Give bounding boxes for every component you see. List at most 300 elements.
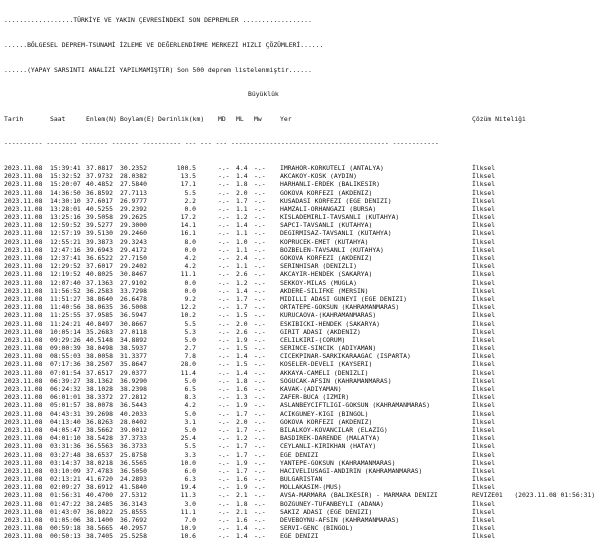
cell-mw: -.- [254,180,266,189]
cell-depth: 14.1 [180,221,196,230]
cell-lat: 36.5563 [86,442,113,451]
cell-location: EGE DENIZI [280,450,319,459]
cell-lon: 24.2893 [120,475,147,484]
cell-lat: 38.3372 [86,393,113,402]
cell-solution: İlksel [472,442,496,451]
cell-lon: 27.7150 [120,254,147,263]
cell-date: 2023.11.08 [4,237,43,246]
cell-md: -.- [218,393,230,402]
cell-location: SAPCI-TAVSANLI (KUTAHYA) [280,221,373,230]
cell-solution: İlksel [472,368,496,377]
cell-time: 12:29:52 [50,262,81,271]
col-header-time: Saat [50,114,66,123]
cell-lat: 38.1362 [86,376,113,385]
cell-lon: 35.8647 [120,360,147,369]
cell-depth: 10.2 [180,311,196,320]
cell-mw: -.- [254,516,266,525]
earthquake-row [0,410,600,418]
cell-mw: -.- [254,483,266,492]
cell-lon: 29.3000 [120,221,147,230]
cell-time: 01:43:07 [50,507,81,516]
cell-date: 2023.11.08 [4,270,43,279]
cell-depth: 0.0 [184,204,196,213]
cell-time: 02:09:27 [50,483,81,492]
cell-lon: 29.2460 [120,229,147,238]
cell-time: 11:25:55 [50,311,81,320]
cell-time: 12:57:19 [50,229,81,238]
earthquake-row [0,524,600,532]
cell-depth: 8.3 [184,393,196,402]
earthquake-row [0,500,600,508]
cell-md: -.- [218,237,230,246]
cell-date: 2023.11.08 [4,368,43,377]
cell-mw: -.- [254,352,266,361]
cell-date: 2023.11.08 [4,196,43,205]
cell-time: 09:00:39 [50,344,81,353]
earthquake-row [0,483,600,491]
cell-depth: 5.0 [184,425,196,434]
cell-date: 2023.11.08 [4,294,43,303]
cell-depth: 28.0 [180,360,196,369]
cell-mw: -.- [254,196,266,205]
cell-solution: İlksel [472,204,496,213]
cell-lat: 37.9732 [86,172,113,181]
cell-location: GIRIT ADASI (AKDENIZ) [280,327,361,336]
cell-date: 2023.11.08 [4,376,43,385]
cell-depth: 5.0 [184,335,196,344]
cell-depth: 6.0 [184,466,196,475]
cell-location: CICEKPINAR-SARKIKARAAGAC (ISPARTA) [280,352,411,361]
cell-md: -.- [218,352,230,361]
earthquake-row [0,459,600,467]
cell-mw: -.- [254,311,266,320]
cell-time: 01:05:06 [50,516,81,525]
cell-date: 2023.11.08 [4,229,43,238]
cell-lat: 40.8025 [86,270,113,279]
cell-lat: 39.2698 [86,409,113,418]
cell-location: KOSELER-DEVELI (KAYSERI) [280,360,373,369]
cell-date: 2023.11.08 [4,213,43,222]
cell-depth: 11.4 [180,368,196,377]
earthquake-row [0,491,600,499]
earthquake-row [0,311,600,319]
cell-mw: -.- [254,286,266,295]
cell-time: 11:51:27 [50,294,81,303]
cell-ml: 2.4 [236,254,248,263]
cell-ml: 1.7 [236,196,248,205]
cell-ml: 1.6 [236,516,248,525]
cell-location: KUSADASI KORFEZI (EGE DENIZI) [280,196,392,205]
cell-lat: 38.6912 [86,483,113,492]
cell-location: HACIVELIUSAGI-ANDIRIN (KAHRAMANMARAS) [280,466,423,475]
cell-location: AKCAKOY-KOSK (AYDIN) [280,172,357,181]
cell-date: 2023.11.08 [4,401,43,410]
cell-ml: 2.0 [236,319,248,328]
cell-md: -.- [218,294,230,303]
cell-md: -.- [218,319,230,328]
cell-lat: 39.5058 [86,213,113,222]
cell-location: KISLADEMIRLI-TAVSANLI (KUTAHYA) [280,213,400,222]
earthquake-row [0,385,600,393]
cell-solution: İlksel [472,417,496,426]
cell-time: 03:14:37 [50,458,81,467]
cell-lat: 38.5428 [86,434,113,443]
cell-mw: -.- [254,294,266,303]
earthquake-row [0,164,600,172]
cell-mw: -.- [254,376,266,385]
earthquake-row [0,369,600,377]
earthquake-row [0,303,600,311]
cell-location: MOLLAKASIM-(MUS) [280,483,342,492]
cell-time: 11:24:21 [50,319,81,328]
cell-md: -.- [218,229,230,238]
cell-lon: 30.8467 [120,270,147,279]
cell-lon: 36.5443 [120,401,147,410]
earthquake-row [0,279,600,287]
cell-solution: İlksel [472,254,496,263]
cell-lon: 38.5937 [120,344,147,353]
cell-mw: -.- [254,524,266,533]
cell-solution: İlksel [472,425,496,434]
cell-time: 00:59:18 [50,524,81,533]
cell-lat: 40.5148 [86,335,113,344]
earthquake-row [0,246,600,254]
cell-lat: 38.0498 [86,344,113,353]
cell-solution: İlksel [472,327,496,336]
cell-md: -.- [218,278,230,287]
cell-time: 12:37:41 [50,254,81,263]
cell-depth: 25.4 [180,434,196,443]
cell-md: -.- [218,475,230,484]
cell-time: 03:10:09 [50,466,81,475]
cell-ml: 2.0 [236,188,248,197]
cell-lat: 40.4852 [86,180,113,189]
cell-location: GOKOVA KORFEZI (AKDENIZ) [280,188,373,197]
cell-location: KURUCAOVA-(KAHRAMANMARAS) [280,311,377,320]
cell-depth: 7.0 [184,516,196,525]
cell-location: HAMZALI-ORHANGAZI (BURSA) [280,204,377,213]
earthquake-row [0,451,600,459]
cell-ml: 1.7 [236,450,248,459]
cell-location: IMRAHOR-KORKUTELI (ANTALYA) [280,163,384,172]
cell-md: -.- [218,188,230,197]
cell-ml: 1.7 [236,425,248,434]
cell-location: HARHANLI-ERDEK (BALIKESIR) [280,180,381,189]
cell-time: 13:28:01 [50,204,81,213]
cell-solution: İlksel [472,352,496,361]
cell-md: -.- [218,368,230,377]
cell-date: 2023.11.08 [4,303,43,312]
cell-depth: 0.0 [184,245,196,254]
cell-lat: 38.8640 [86,294,113,303]
cell-ml: 1.1 [236,262,248,271]
cell-ml: 1.7 [236,303,248,312]
cell-location: GOKOVA KORFEZI (AKDENIZ) [280,254,373,263]
cell-date: 2023.11.08 [4,450,43,459]
cell-mw: -.- [254,254,266,263]
cell-solution: İlksel [472,270,496,279]
cell-depth: 5.5 [184,188,196,197]
cell-md: -.- [218,213,230,222]
cell-ml: 1.5 [236,344,248,353]
cell-ml: 1.4 [236,221,248,230]
cell-ml: 1.7 [236,294,248,303]
cell-md: -.- [218,499,230,508]
cell-lat: 35.2683 [86,327,113,336]
cell-ml: 2.6 [236,270,248,279]
cell-lat: 38.0058 [86,352,113,361]
cell-md: -.- [218,303,230,312]
cell-depth: 16.1 [180,229,196,238]
cell-date: 2023.11.08 [4,360,43,369]
cell-depth: 4.2 [184,401,196,410]
cell-lat: 36.8592 [86,188,113,197]
magnitude-header-line [0,90,600,98]
cell-ml: 1.0 [236,237,248,246]
cell-date: 2023.11.08 [4,319,43,328]
cell-lon: 29.0377 [120,368,147,377]
cell-mw: -.- [254,270,266,279]
cell-md: -.- [218,172,230,181]
cell-date: 2023.11.08 [4,524,43,533]
cell-md: -.- [218,245,230,254]
cell-time: 12:59:52 [50,221,81,230]
cell-location: CELILKIRI-(CORUM) [280,335,346,344]
cell-lat: 38.2507 [86,360,113,369]
cell-location: BULGARISTAN [280,475,323,484]
cell-solution: İlksel [472,237,496,246]
cell-mw: -.- [254,450,266,459]
cell-location: KAVAK-(ADIYAMAN) [280,385,342,394]
cell-lon: 29.2402 [120,262,147,271]
cell-solution: İlksel [472,385,496,394]
header-line-1 [0,16,600,24]
cell-md: -.- [218,507,230,516]
cell-solution: İlksel [472,180,496,189]
cell-ml: 1.6 [236,475,248,484]
cell-date: 2023.11.08 [4,163,43,172]
cell-solution: İlksel [472,516,496,525]
cell-date: 2023.11.08 [4,532,43,541]
cell-solution: İlksel [472,344,496,353]
earthquake-row [0,442,600,450]
cell-lat: 37.9585 [86,311,113,320]
cell-lat: 37.0817 [86,163,113,172]
cell-md: -.- [218,262,230,271]
cell-location: SAKIZ ADASI (EGE DENIZI) [280,507,373,516]
cell-depth: 5.0 [184,409,196,418]
cell-solution: İlksel [472,188,496,197]
cell-solution: İlksel [472,483,496,492]
cell-date: 2023.11.08 [4,458,43,467]
cell-lon: 26.6478 [120,294,147,303]
col-header-lat: Enlem(N) [86,114,117,123]
cell-time: 03:31:36 [50,442,81,451]
cell-mw: -.- [254,401,266,410]
earthquake-row [0,180,600,188]
cell-date: 2023.11.08 [4,425,43,434]
cell-solution: İlksel [472,163,496,172]
cell-ml: 1.9 [236,458,248,467]
cell-location: ORTATEPE-GOKSUN (KAHRAMANMARAS) [280,303,400,312]
cell-solution: İlksel [472,360,496,369]
cell-location: MIDILLI ADASI GUNEYI (EGE DENIZI) [280,294,407,303]
cell-lat: 38.0218 [86,458,113,467]
cell-date: 2023.11.08 [4,311,43,320]
cell-date: 2023.11.08 [4,499,43,508]
cell-ml: 1.1 [236,204,248,213]
cell-date: 2023.11.08 [4,475,43,484]
cell-mw: -.- [254,368,266,377]
cell-depth: 3.1 [184,417,196,426]
cell-lon: 29.2392 [120,204,147,213]
cell-md: -.- [218,524,230,533]
cell-depth: 10.6 [180,532,196,541]
cell-date: 2023.11.08 [4,188,43,197]
cell-time: 15:39:41 [50,163,81,172]
cell-time: 13:25:16 [50,213,81,222]
cell-ml: 1.1 [236,229,248,238]
cell-location: ASLANBEYCIFTLIGI-GOKSUN (KAHRAMANMARAS) [280,401,431,410]
cell-location: YANTEPE-GOKSUN (KAHRAMANMARAS) [280,458,396,467]
cell-lon: 29.4172 [120,245,147,254]
cell-mw: -.- [254,393,266,402]
cell-lon: 36.5565 [120,458,147,467]
cell-solution: İlksel [472,221,496,230]
cell-solution: İlksel [472,401,496,410]
cell-date: 2023.11.08 [4,221,43,230]
cell-lon: 33.7298 [120,286,147,295]
cell-md: -.- [218,516,230,525]
cell-lat: 40.4700 [86,491,113,500]
cell-ml: 1.7 [236,466,248,475]
cell-depth: 11.3 [180,491,196,500]
cell-md: -.- [218,196,230,205]
earthquake-row [0,516,600,524]
cell-md: -.- [218,254,230,263]
cell-lon: 25.8555 [120,507,147,516]
col-header-lon: Boylam(E) [120,114,155,123]
earthquake-row [0,532,600,540]
earthquake-row [0,377,600,385]
cell-depth: 8.0 [184,237,196,246]
cell-location: BILALKOY-KOVANCILAR (ELAZIG) [280,425,388,434]
cell-location: ESKIBICKI-HENDEK (SAKARYA) [280,319,381,328]
cell-mw: -.- [254,163,266,172]
cell-lon: 36.3733 [120,442,147,451]
cell-depth: 0.0 [184,278,196,287]
cell-date: 2023.11.08 [4,393,43,402]
cell-date: 2023.11.08 [4,466,43,475]
earthquake-row [0,344,600,352]
cell-solution: İlksel [472,466,496,475]
cell-ml: 1.8 [236,376,248,385]
cell-date: 2023.11.08 [4,180,43,189]
cell-lat: 38.6537 [86,450,113,459]
cell-md: -.- [218,425,230,434]
cell-depth: 6.5 [184,385,196,394]
cell-ml: 2.0 [236,417,248,426]
cell-ml: 1.4 [236,524,248,533]
cell-location: AKCAYIR-HENDEK (SAKARYA) [280,270,373,279]
cell-lon: 36.3143 [120,499,147,508]
cell-date: 2023.11.08 [4,483,43,492]
subtitle-line: ......BÖLGESEL DEPREM-TSUNAMİ İZLEME VE DEĞERLENDİRME MERKEZİ HIZLI ÇÖZÜMLERİ...... [4,41,324,49]
cell-lat: 40.5255 [86,204,113,213]
earthquake-row [0,172,600,180]
cell-md: -.- [218,163,230,172]
cell-md: -.- [218,376,230,385]
earthquake-row [0,320,600,328]
cell-lat: 39.5277 [86,221,113,230]
cell-lon: 36.5050 [120,466,147,475]
cell-mw: -.- [254,262,266,271]
cell-time: 12:07:40 [50,278,81,287]
earthquake-row [0,418,600,426]
earthquake-row [0,238,600,246]
cell-solution: İlksel [472,213,496,222]
cell-lon: 28.0402 [120,417,147,426]
cell-mw: -.- [254,319,266,328]
cell-solution: İlksel [472,507,496,516]
cell-mw: -.- [254,442,266,451]
cell-time: 04:43:31 [50,409,81,418]
cell-date: 2023.11.08 [4,507,43,516]
cell-solution: İlksel [472,245,496,254]
cell-depth: 5.0 [184,376,196,385]
buyukluk-label: Büyüklük [248,90,279,99]
cell-md: -.- [218,450,230,459]
cell-md: -.- [218,417,230,426]
cell-lon: 30.2352 [120,163,147,172]
cell-time: 14:36:50 [50,188,81,197]
cell-lat: 36.8263 [86,417,113,426]
cell-location: BASDIREK-DARENDE (MALATYA) [280,434,381,443]
cell-mw: -.- [254,344,266,353]
cell-md: -.- [218,221,230,230]
cell-md: -.- [218,466,230,475]
cell-ml: 2.6 [236,327,248,336]
cell-time: 06:24:32 [50,385,81,394]
cell-lon: 25.8758 [120,450,147,459]
earthquake-row [0,352,600,360]
col-header-mw: Mw [254,114,262,123]
cell-mw: -.- [254,213,266,222]
cell-date: 2023.11.08 [4,245,43,254]
cell-lat: 39.3873 [86,237,113,246]
cell-solution: REVIZE01 (2023.11.08 01:56:31) [472,491,596,500]
cell-time: 06:39:27 [50,376,81,385]
cell-time: 04:01:10 [50,434,81,443]
cell-time: 00:50:13 [50,532,81,541]
cell-lon: 27.2812 [120,393,147,402]
cell-date: 2023.11.08 [4,327,43,336]
cell-md: -.- [218,491,230,500]
cell-solution: İlksel [472,499,496,508]
cell-lon: 27.9102 [120,278,147,287]
cell-lon: 38.2398 [120,385,147,394]
cell-ml: 1.8 [236,180,248,189]
cell-location: AKKAYA-CAMELI (DENIZLI) [280,368,369,377]
cell-solution: İlksel [472,409,496,418]
cell-location: EGE DENIZI [280,532,319,541]
cell-solution: İlksel [472,278,496,287]
cell-time: 11:40:56 [50,303,81,312]
cell-lat: 37.6017 [86,196,113,205]
earthquake-row [0,426,600,434]
cell-ml: 1.4 [236,172,248,181]
cell-time: 05:01:57 [50,401,81,410]
